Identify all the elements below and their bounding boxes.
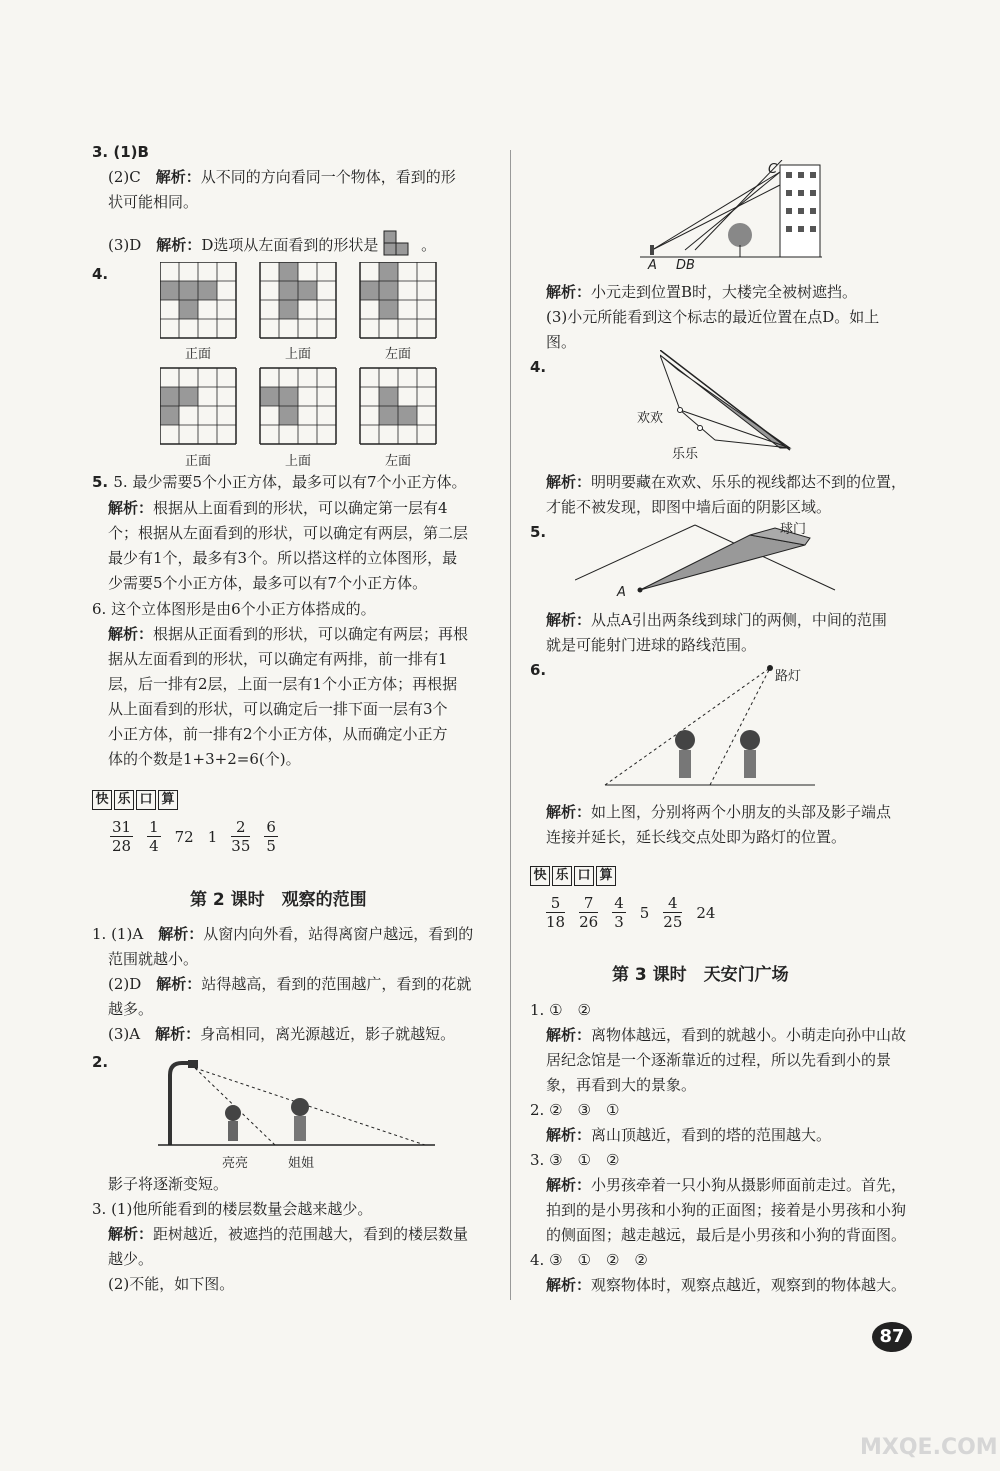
q6-2: 解析：根据从正面看到的形状，可以确定有两层；再根 (108, 625, 469, 643)
shape-icon (383, 230, 421, 262)
rq6-1: 解析：如上图，分别将两个小朋友的头部及影子端点 (546, 803, 892, 821)
right-fraction-4: $\frac{4}{25}$ (663, 894, 683, 931)
left-fraction-4: $\frac{2}{35}$ (231, 818, 251, 855)
building-tree-figure (640, 160, 920, 270)
grid-2 (260, 262, 336, 338)
kuaile-kousuan-left: 快 乐 口 算 (92, 790, 178, 810)
label-c: C (768, 162, 778, 177)
l3-6: 解析：离山顶越近，看到的塔的范围越大。 (546, 1126, 832, 1144)
name-huanhuan: 欢欢 (637, 411, 664, 426)
right-fraction-2: $\frac{4}{3}$ (614, 894, 624, 931)
l3-3: 居纪念馆是一个逐渐靠近的过程，所以先看到小的景 (546, 1051, 892, 1069)
name-lele: 乐乐 (672, 447, 699, 462)
name-jiejie: 姐姐 (288, 1156, 315, 1171)
rq5-2: 就是可能射门进球的路线范围。 (546, 636, 757, 654)
right-fraction-0: $\frac{5}{18}$ (546, 894, 566, 931)
q6-3: 据从左面看到的形状，可以确定有两排，前一排有1 (108, 650, 448, 668)
kuaile-answers-left (110, 818, 292, 855)
q4-cap-4: 正面 (185, 454, 212, 469)
q4-grids (160, 262, 450, 462)
label-a: A (648, 258, 657, 273)
q6-7: 体的个数是1+3+2=6(个)。 (108, 750, 301, 768)
l3-8: 解析：小男孩牵着一只小狗从摄影师面前走过。首先， (546, 1176, 907, 1194)
l3-7: 3. ③ ① ② (530, 1151, 620, 1169)
label-a2: A (617, 585, 626, 600)
q6-6: 小正方体，前一排有2个小正方体，从而确定小正方 (108, 725, 448, 743)
q5-2: 解析：根据从上面看到的形状，可以确定第一层有4 (108, 499, 448, 517)
kuaile-answers-right (546, 894, 729, 931)
rq4-2: 才能不被发现，即图中墙后面的阴影区域。 (546, 498, 832, 516)
rq4-label: 4. (530, 358, 547, 376)
l2q2-label: 2. (92, 1053, 109, 1071)
q4-cap-2: 上面 (285, 347, 312, 362)
l3-1: 1. ① ② (530, 1001, 591, 1019)
l3-10: 的侧面图；越走越远，最后是小男孩和小狗的背面图。 (546, 1226, 907, 1244)
l2q1-5: (3)A 解析：身高相同，离光源越近，影子就越短。 (108, 1025, 456, 1043)
l2q3-3: 越少。 (108, 1250, 154, 1268)
l3-9: 拍到的是小男孩和小狗的正面图；接着是小男孩和小狗 (546, 1201, 907, 1219)
name-liangliang: 亮亮 (222, 1156, 249, 1171)
l2q1-2: 范围就越小。 (108, 950, 199, 968)
grid-1 (160, 262, 236, 338)
q4-cap-3: 左面 (385, 347, 412, 362)
q3-1: 3. (1)B (92, 143, 149, 161)
q3-2: (2)C 解析：从不同的方向看同一个物体，看到的形 (108, 168, 456, 186)
grid-3 (360, 262, 436, 338)
page-number: 87 (872, 1322, 912, 1352)
rq5-label: 5. (530, 523, 547, 541)
right-fraction-1: $\frac{7}{26}$ (579, 894, 599, 931)
q5-4: 最少有1个，最多有3个。所以搭这样的立体图形，最 (108, 549, 458, 567)
q3-3: (3)D 解析：D选项从左面看到的形状是 。 (108, 230, 436, 262)
label-qiumen: 球门 (780, 522, 807, 537)
left-fraction-0: $\frac{31}{28}$ (112, 818, 132, 855)
watermark: MXQE.COM (860, 1435, 998, 1460)
label-ludeng: 路灯 (775, 669, 802, 684)
q6-5: 从上面看到的形状，可以确定后一排下面一层有3个 (108, 700, 448, 718)
q4-cap-1: 正面 (185, 347, 212, 362)
r1-3: 图。 (546, 333, 577, 351)
column-divider (510, 150, 511, 1300)
grid-6 (360, 368, 436, 444)
left-fraction-5: $\frac{6}{5}$ (266, 818, 276, 855)
l3-5: 2. ② ③ ① (530, 1101, 620, 1119)
l2q3-4: (2)不能，如下图。 (108, 1275, 235, 1293)
lesson2-title: 第 2 课时 观察的范围 (190, 890, 367, 910)
rq6-2: 连接并延长，延长线交点处即为路灯的位置。 (546, 828, 847, 846)
rq6-label: 6. (530, 661, 547, 679)
r1-1: 解析：小元走到位置B时，大楼完全被树遮挡。 (546, 283, 858, 301)
q5-5: 少需要5个小正方体，最多可以有7个小正方体。 (108, 574, 428, 592)
l3-11: 4. ③ ① ② ② (530, 1251, 648, 1269)
left-answer-3: 1 (207, 827, 218, 846)
l2q1-3: (2)D 解析：站得越高，看到的范围越广，看到的花就 (108, 975, 472, 993)
label-db: DB (676, 258, 695, 273)
left-fraction-1: $\frac{1}{4}$ (149, 818, 159, 855)
left-answer-2: 72 (174, 827, 194, 846)
right-answer-5: 24 (696, 903, 716, 922)
lesson3-title: 第 3 课时 天安门广场 (612, 965, 789, 985)
q6-1: 6. 这个立体图形是由6个小正方体搭成的。 (92, 600, 376, 618)
l2q3-1: 3. (1)他所能看到的楼层数量会越来越少。 (92, 1200, 373, 1218)
lamp-shadow-figure (150, 1055, 440, 1155)
l3-12: 解析：观察物体时，观察点越近，观察到的物体越大。 (546, 1276, 907, 1294)
q3-2b: 状可能相同。 (108, 193, 199, 211)
l3-2: 解析：离物体越远，看到的就越小。小萌走向孙中山故 (546, 1026, 907, 1044)
l2q3-2: 解析：距树越近，被遮挡的范围越大，看到的楼层数量 (108, 1225, 469, 1243)
r1-2: (3)小元所能看到这个标志的最近位置在点D。如上 (546, 308, 880, 326)
rq5-1: 解析：从点A引出两条线到球门的两侧，中间的范围 (546, 611, 887, 629)
q6-4: 层，后一排有2层，上面一层有1个小正方体；再根据 (108, 675, 458, 693)
l2q1-4: 越多。 (108, 1000, 154, 1018)
l3-4: 象，再看到大的景象。 (546, 1076, 697, 1094)
l2q2-text: 影子将逐渐变短。 (108, 1175, 229, 1193)
grid-4 (160, 368, 236, 444)
grid-5 (260, 368, 336, 444)
q4-cap-6: 左面 (385, 454, 412, 469)
q5-1: 5. 5. 最少需要5个小正方体，最多可以有7个小正方体。 (92, 473, 467, 491)
kuaile-kousuan-right: 快 乐 口 算 (530, 866, 616, 886)
q4-cap-5: 上面 (285, 454, 312, 469)
rq4-1: 解析：明明要藏在欢欢、乐乐的视线都达不到的位置， (546, 473, 907, 491)
l2q1-1: 1. (1)A 解析：从窗内向外看，站得离窗户越远，看到的 (92, 925, 474, 943)
q4-label: 4. (92, 265, 109, 283)
right-answer-3: 5 (639, 903, 650, 922)
q5-3: 个；根据从左面看到的形状，可以确定有两层，第二层 (108, 524, 469, 542)
